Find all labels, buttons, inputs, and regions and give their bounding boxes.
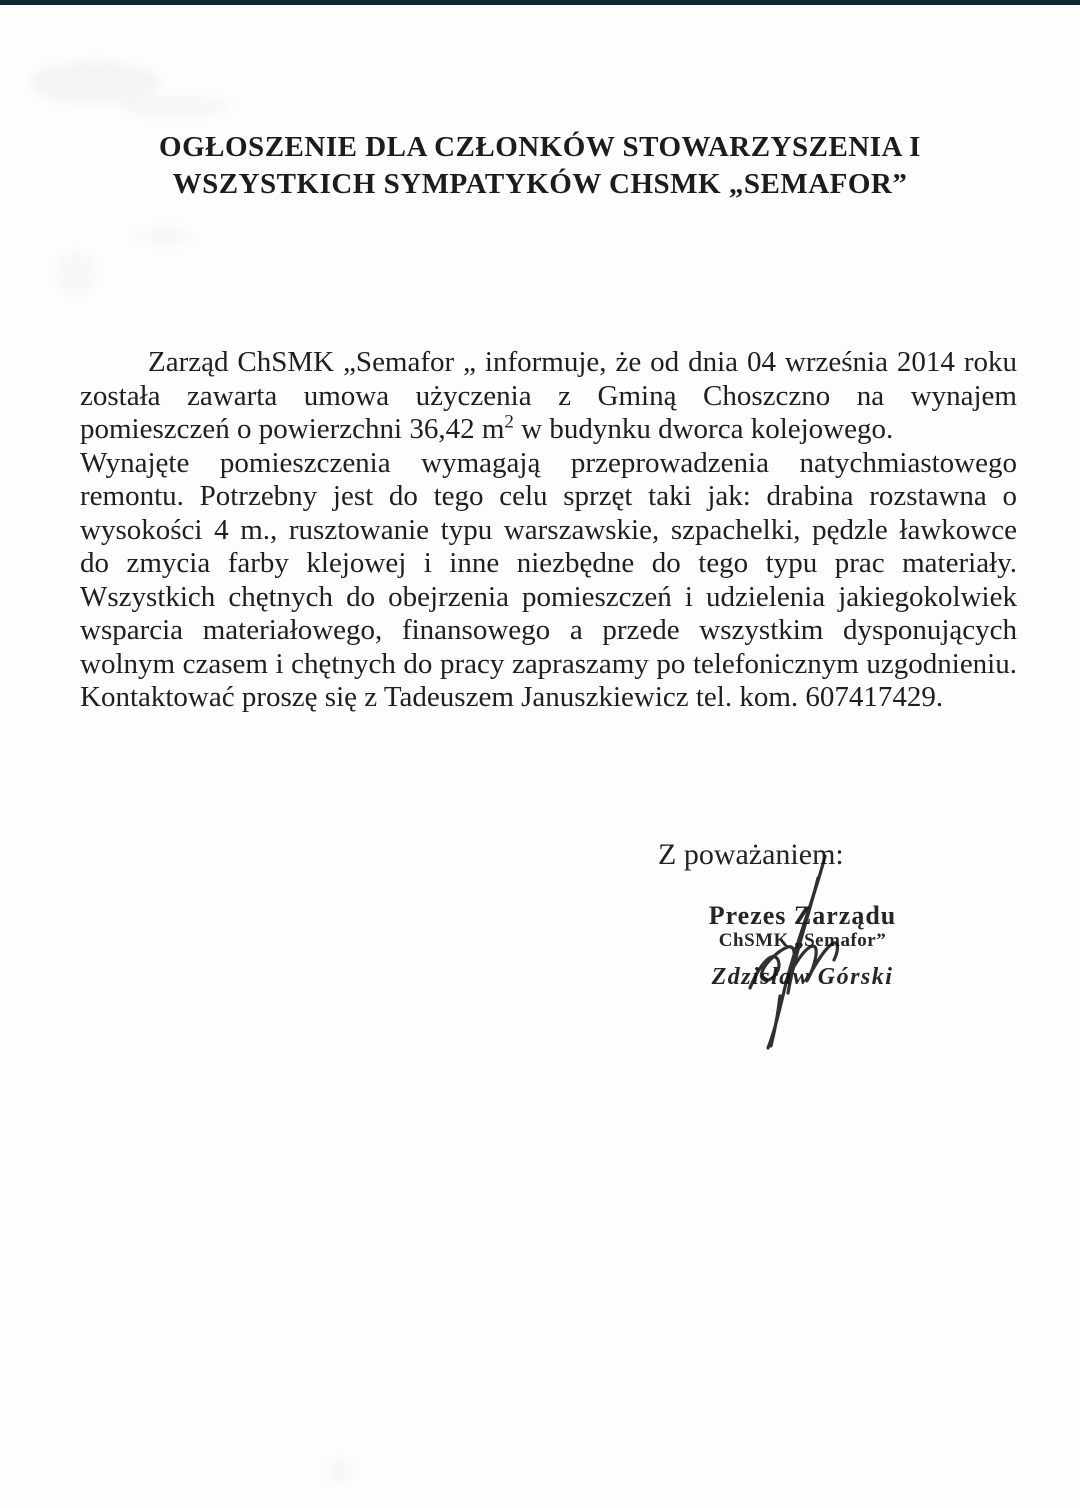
stamp-role-line: Prezes Zarządu <box>708 901 897 930</box>
document-title <box>0 129 1080 203</box>
handwritten-signature <box>728 848 868 1053</box>
body-paragraph-1-end: w budynku dworca kolejowego. <box>513 413 894 445</box>
scan-artifact <box>328 1460 354 1482</box>
body-paragraph-1 <box>80 346 1017 447</box>
scan-artifact <box>135 228 195 244</box>
scan-artifact <box>120 95 230 117</box>
body-paragraph-2: Wynajęte pomieszczenia wymagają przeprowadzenia natychmiastowego remontu. Potrzebny jest do tego celu sprzęt taki jak: drabina rozstawna o wysokości 4 m., rusztowanie typu warszawskie, szpachelki, pędzle ławkowce do zmycia farby klejowej i inne niezbędne do tego typu prac materiały. Wszystkich chętnych do obejrzenia pomieszczeń i udzielenia jakiegokolwiek wsparcia materiałowego, finansowego a przede wszystkim dysponujących wolnym czasem i chętnych do pracy zapraszamy po telefonicznym uzgodnieniu. Kontaktować proszę się z Tadeuszem Januszkiewicz tel. kom. 607417429. <box>80 446 1017 713</box>
document-title-line-2: WSZYSTKICH SYMPATYKÓW CHSMK „SEMAFOR” <box>172 168 908 201</box>
superscript-2: 2 <box>504 411 514 433</box>
scanner-edge-bar <box>0 0 1080 5</box>
closing-salutation: Z poważaniem: <box>658 838 844 871</box>
scan-artifact <box>55 252 97 294</box>
document-title-line-1: OGŁOSZENIE DLA CZŁONKÓW STOWARZYSZENIA I <box>159 131 921 164</box>
stamp-organization-line: ChSMK „Semafor” <box>718 930 887 951</box>
body-paragraph-1-text: Zarząd ChSMK „Semafor „ informuje, że od dnia 04 września 2014 roku została zawarta umowa użyczenia z Gminą Choszczno na wynajem pomieszczeń o powierzchni 36,42 m <box>80 346 1017 445</box>
signatory-name: Zdzisław Górski <box>711 964 894 990</box>
document-body <box>80 346 1017 715</box>
